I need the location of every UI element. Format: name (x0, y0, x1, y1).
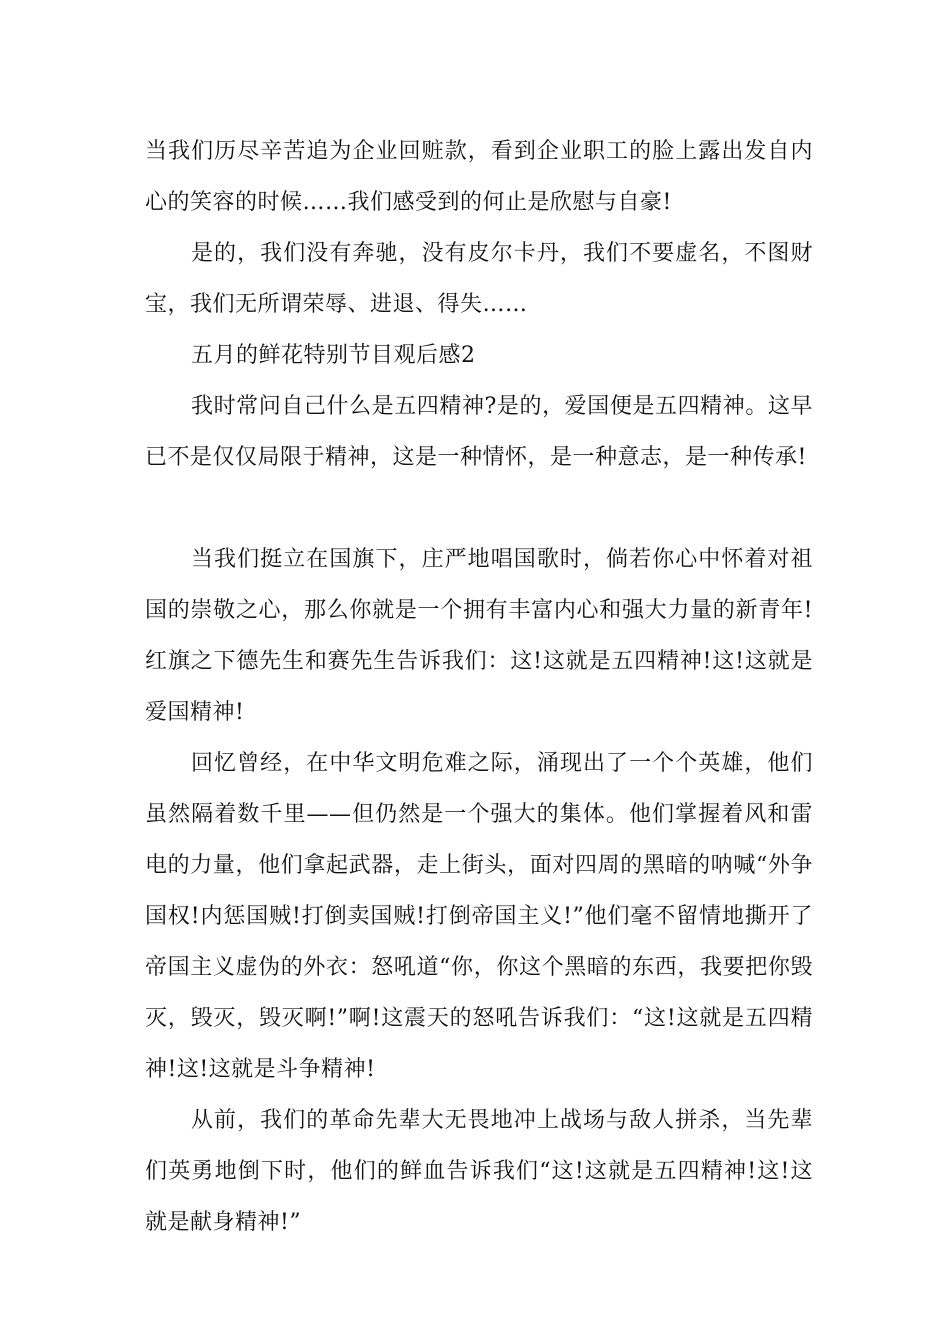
paragraph-continuation: 当我们历尽辛苦追为企业回赃款，看到企业职工的脸上露出发自内心的笑容的时候……我们感受到的何止是欣慰与自豪! (145, 139, 813, 215)
document-body (145, 126, 813, 1248)
paragraph: 回忆曾经，在中华文明危难之际，涌现出了一个个英雄，他们虽然隔着数千里——但仍然是一个强大的集体。他们掌握着风和雷电的力量，他们拿起武器，走上街头，面对四周的黑暗的呐喊“外争国权!内惩国贼!打倒卖国贼!打倒帝国主义!”他们毫不留情地撕开了帝国主义虚伪的外衣：怒吼道“你，你这个黑暗的东西，我要把你毁灭，毁灭，毁灭啊!”啊!这震天的怒吼告诉我们：“这!这就是五四精神!这!这就是斗争精神! (145, 751, 813, 1082)
section-heading: 五月的鲜花特别节目观后感2 (191, 343, 476, 368)
paragraph: 当我们挺立在国旗下，庄严地唱国歌时，倘若你心中怀着对祖国的崇敬之心，那么你就是一个拥有丰富内心和强大力量的新青年!红旗之下德先生和赛先生告诉我们：这!这就是五四精神!这!这就是爱国精神! (145, 547, 813, 725)
paragraph-spacer (145, 483, 813, 534)
paragraph: 是的，我们没有奔驰，没有皮尔卡丹，我们不要虚名，不图财宝，我们无所谓荣辱、进退、得失…… (145, 241, 813, 317)
paragraph: 从前，我们的革命先辈大无畏地冲上战场与敌人拼杀，当先辈们英勇地倒下时，他们的鲜血告诉我们“这!这就是五四精神!这!这就是献身精神!” (145, 1108, 813, 1235)
paragraph: 我时常问自己什么是五四精神?是的，爱国便是五四精神。这早已不是仅仅局限于精神，这是一种情怀，是一种意志，是一种传承! (145, 394, 813, 470)
